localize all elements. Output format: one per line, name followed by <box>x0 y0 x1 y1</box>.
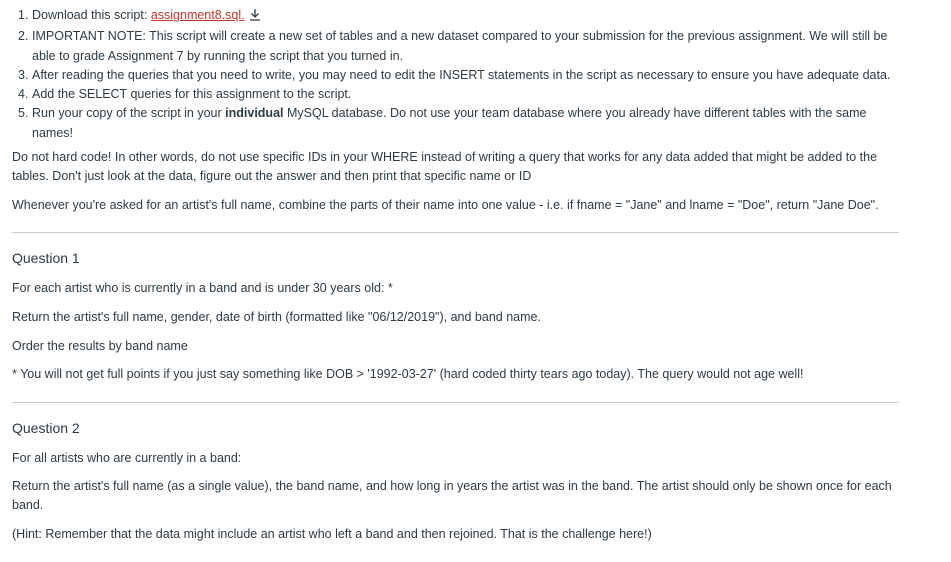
list-item <box>18 85 908 104</box>
list-number: 4. <box>18 87 29 102</box>
fullname-note: Whenever you're asked for an artist's full name, combine the parts of their name into one value - i.e. if fname = "Jane" and lname = "Doe", return "Jane Doe". <box>12 198 879 212</box>
step-emphasis: individual <box>225 106 284 121</box>
step-text: Download this script: <box>32 8 151 22</box>
section-divider <box>12 402 899 403</box>
question-1-order: Order the results by band name <box>12 339 188 353</box>
list-item <box>18 27 908 66</box>
question-1-intro: For each artist who is currently in a band and is under 30 years old: * <box>12 281 393 295</box>
step-text: Add the SELECT queries for this assignment to the script. <box>32 87 352 102</box>
question-1-footnote: * You will not get full points if you just say something like DOB > '1992-03-27' (hard coded thirty tears ago today). The query would not age well! <box>12 367 804 381</box>
list-item <box>18 6 908 27</box>
download-icon[interactable] <box>249 8 261 27</box>
question-2-intro: For all artists who are currently in a band: <box>12 451 242 465</box>
step-text: Run your copy of the script in your <box>32 106 226 121</box>
step-text: MySQL database. Do not use your team database where you already have different tables with the same names! <box>32 106 867 140</box>
step-text: After reading the queries that you need to write, you may need to edit the INSERT statements in the script as necessary to ensure you have adequate data. <box>32 67 891 82</box>
list-item <box>18 66 908 85</box>
script-download-link[interactable]: assignment8.sql. <box>150 8 245 22</box>
list-item <box>18 104 908 143</box>
instruction-list <box>18 6 908 143</box>
question-2-title: Question 2 <box>12 420 80 436</box>
question-1-return: Return the artist's full name, gender, date of birth (formatted like "06/12/2019"), and band name. <box>12 310 541 324</box>
question-2-return: Return the artist's full name (as a single value), the band name, and how long in years the artist was in the band. The artist should only be shown once for each band. <box>12 479 892 513</box>
question-2-hint: (Hint: Remember that the data might include an artist who left a band and then rejoined. That is the challenge here!) <box>12 527 652 541</box>
hardcode-note: Do not hard code! In other words, do not use specific IDs in your WHERE instead of writing a query that works for any data added that might be added to the tables. Don't just look at the data, figure out the answer and then print that specific name or ID <box>12 150 878 184</box>
list-number: 1. <box>18 8 29 22</box>
step-text: IMPORTANT NOTE: This script will create a new set of tables and a new dataset compared to your submission for the previous assignment. We will still be able to grade Assignment 7 by running the script that you turned in. <box>32 29 888 63</box>
list-number: 5. <box>18 106 29 121</box>
question-1-title: Question 1 <box>12 250 80 266</box>
list-number: 2. <box>18 29 29 44</box>
list-number: 3. <box>18 67 29 82</box>
section-divider <box>12 232 899 233</box>
